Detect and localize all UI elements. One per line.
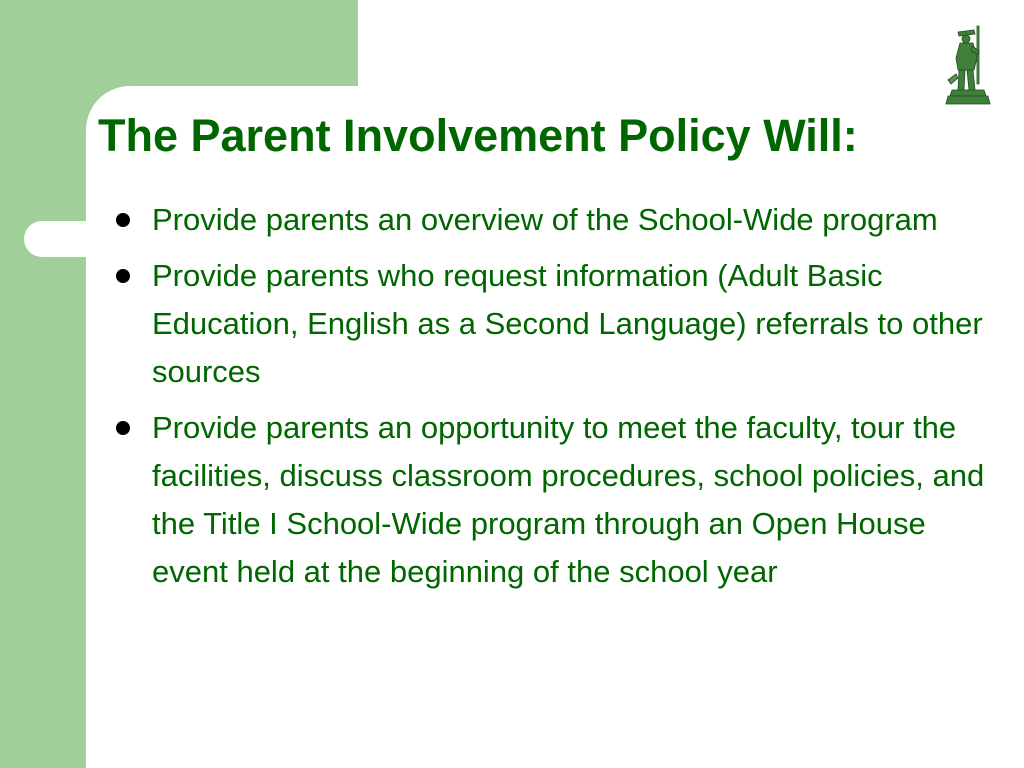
bullet-text: Provide parents who request information (Adult Basic Education, English as a Second Language) referrals to other sources — [152, 258, 983, 389]
bullet-icon — [116, 421, 130, 435]
bullet-icon — [116, 213, 130, 227]
bullet-text: Provide parents an overview of the School-Wide program — [152, 202, 938, 237]
bullet-list — [112, 196, 992, 604]
minuteman-statue-icon — [944, 24, 992, 110]
slide-title: The Parent Involvement Policy Will: — [98, 110, 858, 161]
decorative-tab — [24, 221, 114, 257]
list-item — [112, 404, 992, 596]
bullet-text: Provide parents an opportunity to meet the faculty, tour the facilities, discuss classroom procedures, school policies, and the Title I School-Wide program through an Open House event held at the beginning of the school year — [152, 410, 985, 589]
bullet-icon — [116, 269, 130, 283]
list-item — [112, 252, 992, 396]
list-item — [112, 196, 992, 244]
